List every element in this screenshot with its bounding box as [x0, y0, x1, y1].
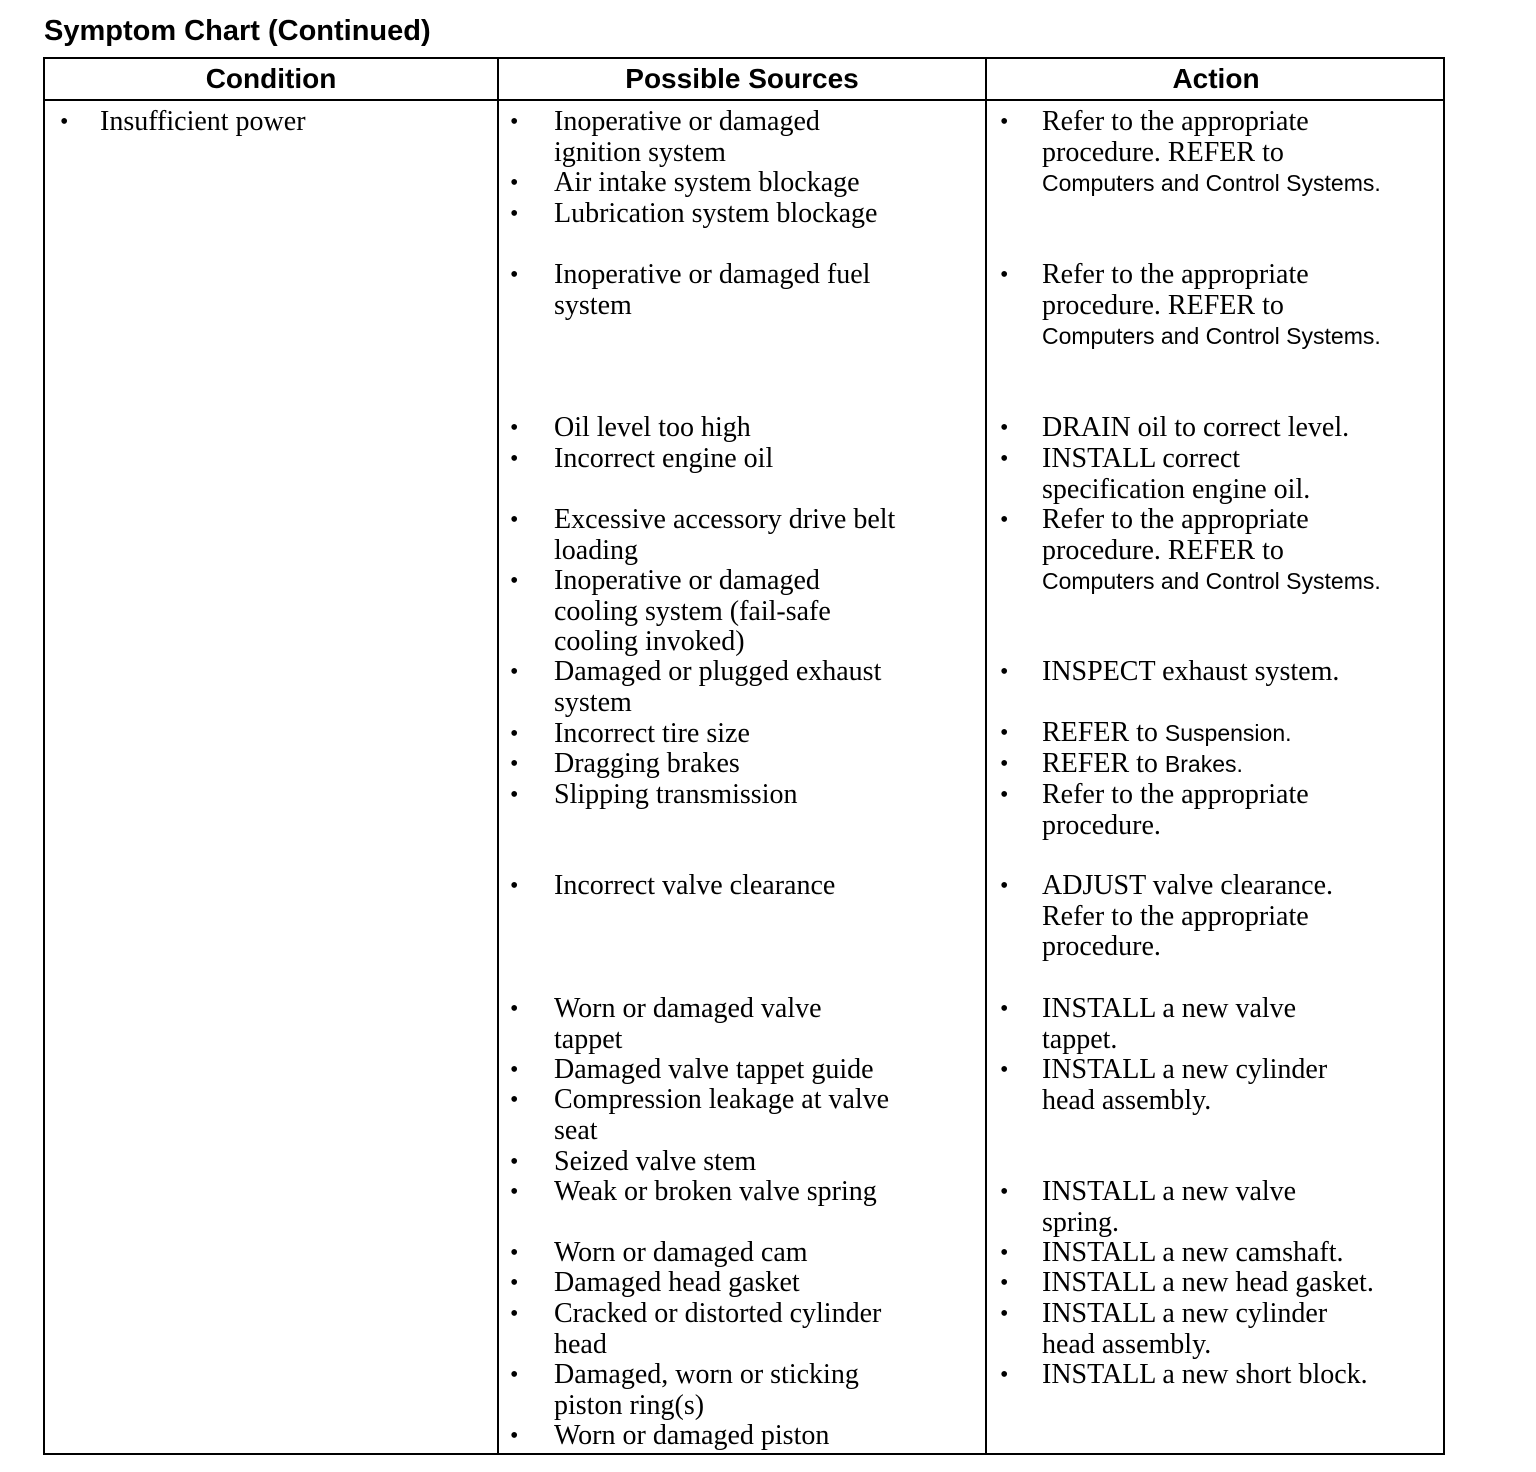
bullet-icon: • [1000, 659, 1009, 685]
header-possible-sources: Possible Sources [625, 63, 859, 94]
bullet-icon: • [510, 201, 519, 227]
source-item-line: Damaged, worn or sticking [554, 1359, 859, 1390]
action-item-line: INSTALL a new camshaft. [1042, 1237, 1344, 1268]
action-item-line: tappet. [1042, 1023, 1118, 1055]
source-item-line: Damaged head gasket [554, 1267, 800, 1298]
refer-prefix: REFER to [1042, 717, 1165, 748]
action-item-line: procedure. [1042, 931, 1161, 962]
action-item-line: INSPECT exhaust system. [1042, 656, 1340, 687]
action-item-line: Refer to the appropriate [1042, 106, 1309, 137]
action-item [1000, 1237, 1344, 1269]
bullet-icon: • [510, 507, 519, 533]
bullet-icon: • [1000, 109, 1009, 135]
source-item-line: Incorrect valve clearance [554, 870, 836, 901]
source-item-line: Damaged valve tappet guide [554, 1054, 874, 1085]
bullet-icon: • [510, 1149, 519, 1175]
source-item-line: Weak or broken valve spring [554, 1176, 877, 1207]
action-item-line [1042, 718, 1292, 749]
bullet-icon: • [510, 1057, 519, 1083]
source-item-line: system [554, 289, 632, 321]
action-item [1000, 1298, 1328, 1360]
reference-text: Suspension. [1164, 720, 1292, 746]
source-item-line: Cracked or distorted cylinder [554, 1298, 882, 1329]
action-item [1000, 748, 1243, 780]
bullet-icon: • [1000, 1057, 1009, 1083]
bullet-icon: • [1000, 1362, 1009, 1388]
action-item-line: Refer to the appropriate [1042, 779, 1309, 810]
action-item [1000, 443, 1311, 505]
source-item-line: Excessive accessory drive belt [554, 504, 896, 535]
header-condition: Condition [205, 63, 337, 94]
action-item-line: spring. [1042, 1206, 1119, 1238]
condition-text: Insufficient power [100, 106, 306, 137]
reference-text: Computers and Control Systems. [1042, 323, 1381, 349]
source-item-line: Worn or damaged valve [554, 993, 822, 1024]
bullet-icon: • [1000, 1301, 1009, 1327]
action-item-line: INSTALL correct [1042, 443, 1241, 474]
action-item-line: INSTALL a new short block. [1042, 1359, 1368, 1390]
source-item-line: Inoperative or damaged [554, 106, 820, 137]
source-item-line: Seized valve stem [554, 1146, 757, 1177]
bullet-icon: • [510, 1362, 519, 1388]
action-item-line: head assembly. [1042, 1328, 1212, 1360]
action-item-line: procedure. REFER to [1042, 534, 1284, 566]
action-item-line: ADJUST valve clearance. [1042, 870, 1334, 901]
source-item-line: Inoperative or damaged fuel [554, 259, 871, 290]
action-item [1000, 504, 1381, 597]
source-item-line: cooling invoked) [554, 626, 745, 657]
bullet-icon: • [1000, 873, 1009, 899]
source-item-line: Inoperative or damaged [554, 565, 820, 596]
bullet-icon: • [1000, 507, 1009, 533]
bullet-icon: • [510, 873, 519, 899]
bullet-icon: • [510, 996, 519, 1022]
source-item-line: tappet [554, 1023, 623, 1055]
refer-prefix: REFER to [1042, 748, 1165, 779]
bullet-icon: • [510, 659, 519, 685]
bullet-icon: • [510, 751, 519, 777]
action-item [1000, 106, 1381, 199]
source-item-line: Oil level too high [554, 412, 751, 443]
bullet-icon: • [510, 721, 519, 747]
action-item-line: DRAIN oil to correct level. [1042, 412, 1350, 443]
action-item-line: INSTALL a new cylinder [1042, 1298, 1328, 1329]
action-item-line: INSTALL a new cylinder [1042, 1054, 1328, 1085]
action-item [1000, 779, 1309, 841]
reference-text: Computers and Control Systems. [1042, 568, 1381, 594]
action-item-line: INSTALL a new valve [1042, 993, 1297, 1024]
bullet-icon: • [1000, 446, 1009, 472]
action-item-line: head assembly. [1042, 1084, 1212, 1116]
bullet-icon: • [510, 1270, 519, 1296]
bullet-icon: • [1000, 751, 1009, 777]
bullet-icon: • [510, 1423, 519, 1449]
bullet-icon: • [1000, 262, 1009, 288]
source-item-line: ignition system [554, 136, 726, 168]
source-item-line: system [554, 686, 632, 718]
bullet-icon: • [1000, 1270, 1009, 1296]
action-item-line: Refer to the appropriate [1042, 900, 1309, 932]
source-item-line: Incorrect tire size [554, 718, 750, 749]
action-item-line: procedure. REFER to [1042, 289, 1284, 321]
bullet-icon: • [1000, 782, 1009, 808]
source-item-line: loading [554, 534, 638, 566]
action-column [45, 59, 1443, 1459]
page-title: Symptom Chart (Continued) [44, 15, 431, 47]
bullet-icon: • [510, 1240, 519, 1266]
source-item-line: Compression leakage at valve [554, 1084, 890, 1115]
symptom-table [43, 57, 1445, 1455]
action-item-line: procedure. [1042, 809, 1161, 841]
action-item-line: INSTALL a new valve [1042, 1176, 1297, 1207]
action-item-line: procedure. REFER to [1042, 136, 1284, 168]
source-item-line: seat [554, 1114, 598, 1146]
action-item [1000, 656, 1340, 688]
action-item [1000, 1359, 1368, 1391]
bullet-icon: • [510, 415, 519, 441]
source-item-line: Damaged or plugged exhaust [554, 656, 882, 687]
action-item [1000, 259, 1381, 352]
bullet-icon: • [510, 568, 519, 594]
bullet-icon: • [510, 1179, 519, 1205]
bullet-icon: • [1000, 1179, 1009, 1205]
action-item-line: Refer to the appropriate [1042, 259, 1309, 290]
source-item-line: piston ring(s) [554, 1389, 705, 1421]
bullet-icon: • [510, 109, 519, 135]
action-item-line [1042, 749, 1243, 780]
bullet-icon: • [1000, 415, 1009, 441]
bullet-icon: • [510, 782, 519, 808]
bullet-icon: • [1000, 720, 1009, 746]
bullet-icon: • [510, 1301, 519, 1327]
bullet-icon: • [510, 446, 519, 472]
action-item [1000, 870, 1334, 963]
source-item-line: Air intake system blockage [554, 167, 860, 198]
source-item-line: Lubrication system blockage [554, 198, 878, 229]
source-item-line: Worn or damaged piston [554, 1420, 830, 1451]
source-item-line: Dragging brakes [554, 748, 740, 779]
reference-text: Brakes. [1164, 751, 1243, 777]
bullet-icon: • [510, 1087, 519, 1113]
action-item [1000, 1054, 1328, 1116]
bullet-icon: • [510, 262, 519, 288]
action-item [1000, 993, 1297, 1055]
action-item-line: Refer to the appropriate [1042, 504, 1309, 535]
action-item-line: specification engine oil. [1042, 473, 1311, 505]
reference-text: Computers and Control Systems. [1042, 170, 1381, 196]
source-item-line: Incorrect engine oil [554, 443, 774, 474]
source-item-line: head [554, 1328, 607, 1360]
bullet-icon: • [1000, 996, 1009, 1022]
header-action: Action [1172, 63, 1260, 94]
bullet-icon: • [1000, 1240, 1009, 1266]
action-item [1000, 1176, 1297, 1238]
source-item-line: Slipping transmission [554, 779, 798, 810]
action-item [1000, 717, 1292, 749]
action-item [1000, 412, 1350, 444]
source-item-line: Worn or damaged cam [554, 1237, 808, 1268]
action-item [1000, 1267, 1374, 1299]
bullet-icon: • [510, 170, 519, 196]
action-item-line: INSTALL a new head gasket. [1042, 1267, 1374, 1298]
bullet-icon: • [60, 109, 69, 135]
source-item-line: cooling system (fail-safe [554, 595, 831, 627]
